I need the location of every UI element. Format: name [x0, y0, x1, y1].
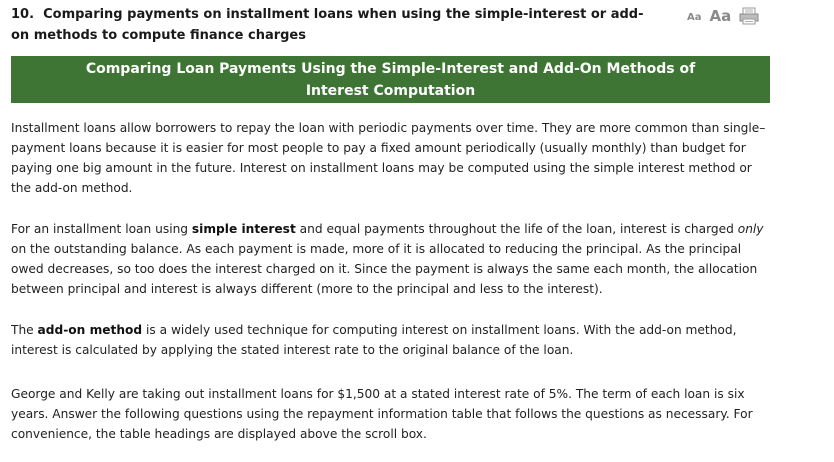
p3-text-a: The — [11, 323, 38, 337]
increase-font-button[interactable]: Aa — [709, 7, 732, 25]
question-text: Comparing payments on installment loans when using the simple-interest or add-on methods to compute finance charges — [11, 7, 644, 43]
question-title — [11, 4, 651, 46]
section-banner — [11, 56, 770, 103]
decrease-font-button[interactable]: Aa — [687, 12, 702, 23]
p2-text-e: on the outstanding balance. As each payment is made, more of it is allocated to reducing the principal. As the principal owed decreases, so too does the interest charged on it. Since the payment is always the same each month, the allocation between principal and interest is always different (more to the principal and less to the interest). — [11, 242, 758, 296]
simple-interest-term: simple interest — [191, 222, 296, 236]
banner-title: Comparing Loan Payments Using the Simple-Interest and Add-On Methods of Interest Computation — [85, 60, 696, 99]
p2-text-a: For an installment loan using — [11, 222, 192, 236]
add-on-paragraph — [11, 320, 773, 360]
only-emphasis: only — [737, 222, 764, 236]
print-icon[interactable] — [739, 7, 759, 25]
intro-paragraph: Installment loans allow borrowers to repay the loan with periodic payments over time. They are more common than single–payment loans because it is easier for most people to pay a fixed amount periodically (usually monthly) than budget for paying one big amount in the future. Interest on installment loans may be computed using the simple interest method or the add-on method. — [11, 121, 766, 195]
add-on-term: add-on method — [37, 323, 143, 337]
p3-text-c: is a widely used technique for computing interest on installment loans. With the add-on method, interest is calculated by applying the stated interest rate to the original balance of the loan. — [11, 323, 737, 357]
simple-interest-paragraph — [11, 219, 773, 299]
p2-text-c: and equal payments throughout the life of the loan, interest is charged — [295, 222, 738, 236]
font-size-toolbar — [687, 5, 759, 25]
question-number: 10. — [11, 7, 35, 22]
scenario-paragraph: George and Kelly are taking out installment loans for $1,500 at a stated interest rate of 5%. The term of each loan is six years. Answer the following questions using the repayment information table that follows the questions as necessary. For convenience, the table headings are displayed above the scroll box. — [11, 387, 753, 441]
